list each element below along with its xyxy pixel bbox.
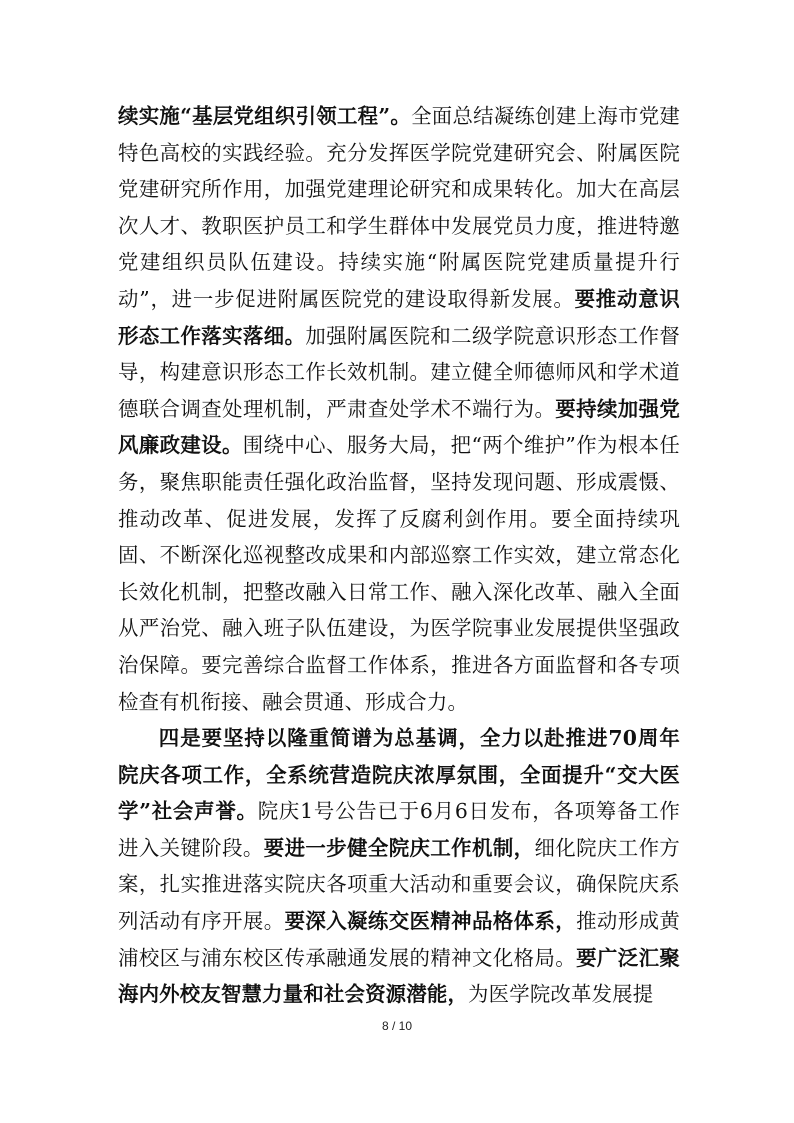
- body-text: 院庆1号公告已于6月6日发布，各项筹备工作进入关键阶段。: [118, 799, 680, 860]
- bold-phrase: 要推动意识形态工作落实落细。: [118, 286, 680, 348]
- bold-phrase: 要持续加强党风廉政建设。: [118, 396, 681, 458]
- bold-phrase: 续实施“基层党组织引领工程”。: [118, 104, 412, 128]
- bold-phrase: 要进一步健全院庆工作机制，: [263, 835, 535, 860]
- body-text: 为医学院改革发展提: [468, 982, 654, 1007]
- bold-phrase: 要深入凝练交医精神品格体系，: [284, 909, 577, 934]
- paragraph-party-building: [118, 98, 680, 720]
- document-body: [118, 98, 680, 1013]
- body-text: 全面总结凝练创建上海市党建特色高校的实践经验。充分发挥医学院党建研究会、附属医院党建研究所作用，加强党建理论研究和成果转化。加大在高层次人才、教职医护员工和学生群体中发展党员力度，推进特邀党建组织员队伍建设。持续实施“附属医院党建质量提升行动”，进一步促进附属医院党的建设取得新发展。: [118, 104, 680, 311]
- body-text: 细化院庆工作方案，扎实推进落实院庆各项重大活动和重要会议，确保院庆系列活动有序开展。: [118, 835, 680, 934]
- page-number: 8 / 10: [381, 1019, 413, 1033]
- body-text: 围绕中心、服务大局，把“两个维护”作为根本任务，聚焦职能责任强化政治监督，坚持发现问题、形成震慑、推动改革、促进发展，发挥了反腐利剑作用。要全面持续巩固、不断深化巡视整改成果和内部巡察工作实效，建立常态化长效化机制，把整改融入日常工作、融入深化改革、融入全面从严治党、融入班子队伍建设，为医学院事业发展提供坚强政治保障。要完善综合监督工作体系，推进各方面监督和各专项检查有机衔接、融会贯通、形成合力。: [118, 433, 681, 714]
- body-text: 加强附属医院和二级学院意识形态工作督导，构建意识形态工作长效机制。建立健全师德师风和学术道德联合调查处理机制，严肃查处学术不端行为。: [118, 323, 680, 421]
- bold-phrase: 要广泛汇聚海内外校友智慧力量和社会资源潜能，: [118, 945, 680, 1007]
- bold-phrase: 四是要坚持以隆重简谱为总基调，全力以赴推进70周年院庆各项工作，全系统营造院庆浓厚氛围，全面提升“交大医学”社会声誉。: [118, 726, 680, 824]
- body-text: 推动形成黄浦校区与浦东校区传承融通发展的精神文化格局。: [118, 909, 680, 970]
- paragraph-anniversary: [118, 720, 680, 1013]
